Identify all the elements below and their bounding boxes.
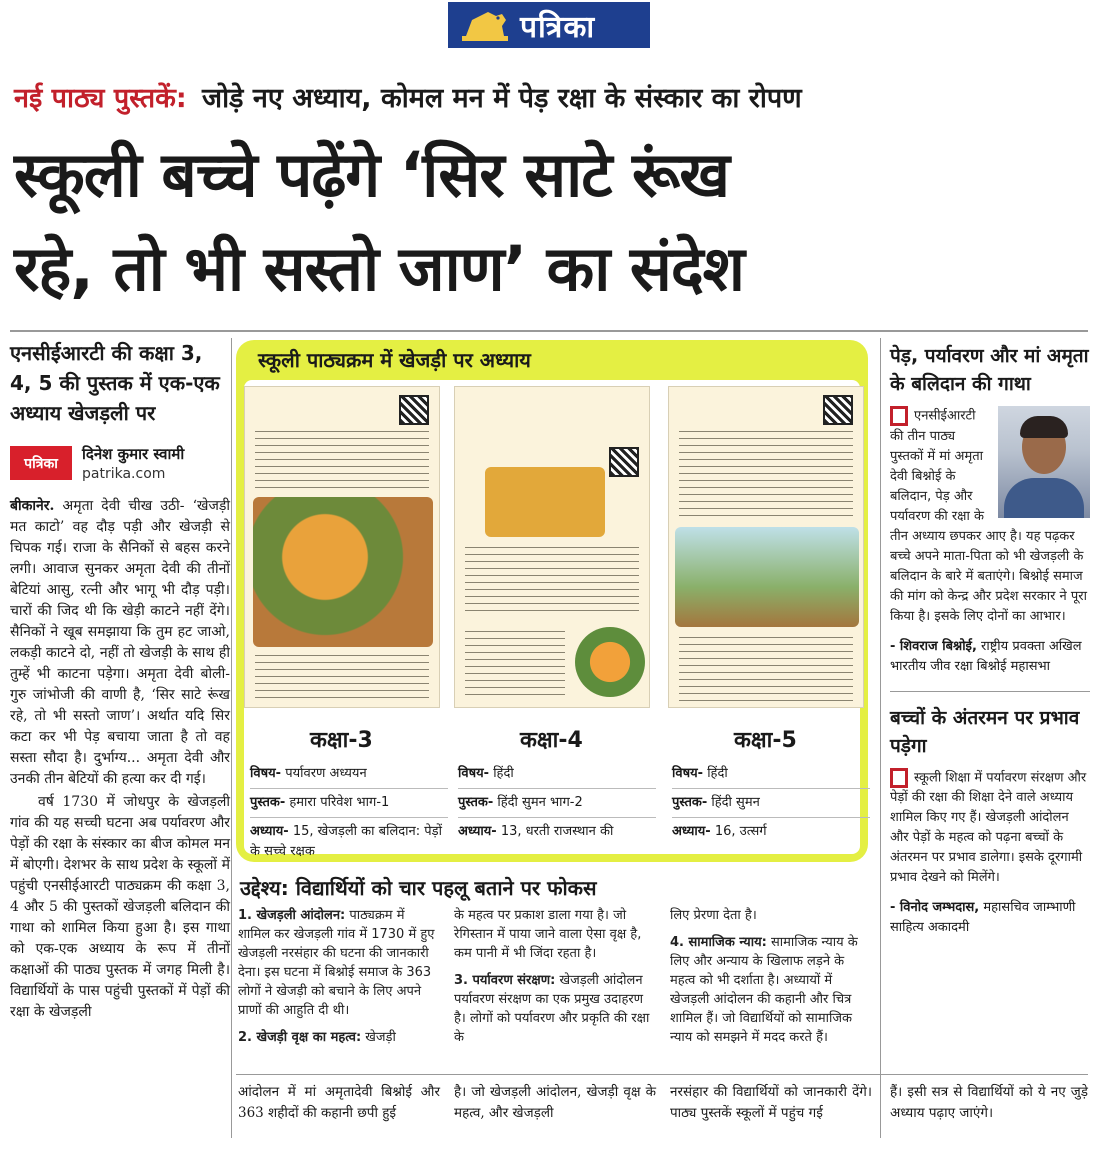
attribution-1: - शिवराज बिश्नोई, राष्ट्रीय प्रवक्ता अखिल भारतीय जीव रक्षा बिश्नोई महासभा [890,638,1082,674]
grade-4-label: कक्षा-4 [520,728,583,753]
masthead-title: पत्रिका [520,9,596,45]
left-body [10,496,230,1023]
author-name: दिनेश कुमार स्वामी [82,445,185,463]
grade-3-label: कक्षा-3 [310,728,373,753]
feature-title: स्कूली पाठ्यक्रम में खेजड़ी पर अध्याय [258,348,531,372]
lion-logo-icon [458,6,512,44]
feature-box [236,340,868,862]
grade-5-label: कक्षा-5 [734,728,797,753]
grade-3-chapter: 15, खेजड़ली का बलिदान: पेड़ों के सच्चे रक्षक [250,824,442,859]
author-site: patrika.com [82,466,166,482]
headline-line-2: रहे, तो भी सस्तो जाण’ का संदेश [14,232,744,305]
textbook-page-grade-4 [454,386,650,708]
headline-line-1: स्कूली बच्चे पढ़ेंगे ‘सिर साटे रूंख [14,138,729,211]
patrika-logo: पत्रिका [10,446,72,480]
grade-3-subject: पर्यावरण अध्ययन [285,766,367,781]
portrait-photo [998,406,1090,518]
grade-5-subject: हिंदी [707,766,728,781]
qr-code-icon [399,395,429,425]
quote-2: स्कूली शिक्षा में पर्यावरण संरक्षण और पेड़ों की रक्षा की शिक्षा देने वाले अध्याय शामिल किए गए हैं। खेजड़ली आंदोलन और पेड़ों के महत्व को पढ़ना बच्चों के अंतरमन पर प्रभाव डालेगा। इसके दूरगामी प्रभाव देखने को मिलेंगे। [890,768,1090,889]
right-column [890,342,1090,938]
grade-3-illustration [253,497,433,647]
bottom-text-4: हैं। इसी सत्र से विद्यार्थियों को ये नए जुड़े अध्याय पढ़ाए जाएंगे। [890,1084,1088,1121]
grade-5-book: हिंदी सुमन [711,795,760,810]
textbook-pages [244,380,860,859]
left-column [10,338,230,1023]
grade-4-subject: हिंदी [493,766,514,781]
tree-illustration [575,627,645,697]
left-column-divider [231,338,232,1138]
grade-4-chapter: 13, धरती राजस्थान की [500,824,614,839]
objectives-column-2: के महत्व पर प्रकाश डाला गया है। जो रेगिस्तान में पाया जाने वाला ऐसा वृक्ष है, कम पानी में भी जिंदा रहता है। 3. पर्यावरण संरक्षण: खेजड़ली आंदोलन पर्यावरण संरक्षण का एक प्रमुख उदाहरण है। लोगों को पर्यावरण और प्रकृति की रक्षा के [454,908,650,1045]
headline-divider [10,330,1088,332]
objectives-column-1: 1. खेजड़ली आंदोलन: पाठ्यक्रम में शामिल कर खेजड़ली गांव में 1730 में हुए खेजड़ली नरसंहार की घटना की जानकारी देना। इस घटना में बिश्नोई समाज के 363 लोगों ने खेजड़ी को बचाने के लिए अपने प्राणों की आहुति दी थी। 2. खेजड़ी वृक्ष का महत्व: खेजड़ी [238,908,435,1045]
byline [10,444,230,482]
kicker-label: नई पाठ्य पुस्तकें: [14,83,187,114]
body-para-1: अमृता देवी चीख उठी- ‘खेजड़ी मत काटो’ वह दौड़ पड़ी और खेजड़ी से चिपक गई। राजा के सैनिकों से बहस करने लगी। आवाज सुनकर अमृता देवी की तीनों बेटियां आसु, रत्नी और भागू भी दौड़ पड़ी। चारों की जिद थी कि खेड़ी काटने नहीं देंगे। सैनिकों ने खूब समझाया कि तुम हट जाओ, लकड़ी काटने दो, नहीं तो खेजड़ी के साथ ही तुम्हें भी काटना पड़ेगा। अमृता देवी बोली- गुरु जांभोजी की वाणी है, ‘सिर साटे रूंख रहे, तो भी सस्तो जाण’। अर्थात यदि सिर कटा कर भी पेड़ बचाया जाता है तो वह सस्ता सौदा है। दुर्भाग्य... अमृता देवी और उनकी तीन बेटियों की हत्या कर दी गई। [10,498,231,787]
grade-4-meta: विषय- हिंदी पुस्तक- हिंदी सुमन भाग-2 अध्याय- 13, धरती राजस्थान की [458,760,656,842]
textbook-page-grade-5 [668,386,864,708]
quote-1: एनसीईआरटी की तीन पाठ्य पुस्तकों में मां अमृता देवी बिश्नोई के बलिदान, पेड़ और पर्यावरण की रक्षा के तीन अध्याय छपकर आए है। यह पढ़कर बच्चे अपने माता-पिता को भी खेजड़ली के बलिदान के बारे में बताएंगे। बिश्नोई समाज की मांग को केन्द्र और प्रदेश सरकार ने पूरा किया है। इसके लिए दोनों का आभार। [890,406,1090,627]
dateline: बीकानेर. [10,498,55,514]
left-subhead: एनसीईआरटी की कक्षा 3, 4, 5 की पुस्तक में एक-एक अध्याय खेजड़ली पर [10,341,220,425]
qr-code-icon [823,395,853,425]
right-head-2: बच्चों के अंतरमन पर प्रभाव पड़ेगा [890,706,1080,757]
grade-4-book: हिंदी सुमन भाग-2 [497,795,583,810]
rajasthan-map-illustration [485,467,605,537]
right-column-divider [880,338,881,1138]
bottom-text-2: है। जो खेजड़ली आंदोलन, खेजड़ी वृक्ष के महत्व, और खेजड़ली [454,1084,656,1121]
bottom-divider [236,1074,1088,1075]
quote-mark-icon [890,768,908,788]
grade-5-illustration [675,527,859,627]
quote-mark-icon [890,406,908,426]
kicker-subhead: जोड़े नए अध्याय, कोमल मन में पेड़ रक्षा के संस्कार का रोपण [202,83,802,114]
grade-5-meta: विषय- हिंदी पुस्तक- हिंदी सुमन अध्याय- 16, उत्सर्ग [672,760,870,842]
grade-5-chapter: 16, उत्सर्ग [714,824,767,839]
objectives-column-3: लिए प्रेरणा देता है। 4. सामाजिक न्याय: सामाजिक न्याय के लिए और अन्याय के खिलाफ लड़ने के महत्व को भी दर्शाता है। अध्यायों में खेजड़ली आंदोलन की कहानी और चित्र शामिल हैं। जो विद्यार्थियों को सामाजिक न्याय को समझने में मदद करते हैं। [670,908,858,1045]
masthead [448,2,650,48]
right-head-1: पेड़, पर्यावरण और मां अमृता के बलिदान की गाथा [890,345,1089,395]
qr-code-icon [609,447,639,477]
objectives-title: उद्देश्य: विद्यार्थियों को चार पहलू बताने पर फोकस [240,876,597,900]
bottom-text-3: नरसंहार की विद्यार्थियों को जानकारी देंगे। पाठ्य पुस्तकें स्कूलों में पहुंच गई [670,1084,872,1121]
attribution-2: - विनोद जम्भदास, महासचिव जाम्भाणी साहित्य अकादमी [890,900,1076,935]
textbook-page-grade-3 [244,386,440,708]
grade-3-meta: विषय- पर्यावरण अध्ययन पुस्तक- हमारा परिवेश भाग-1 अध्याय- 15, खेजड़ली का बलिदान: पेड़ों के सच्चे रक्षक [250,760,448,862]
body-para-2: वर्ष 1730 में जोधपुर के खेजड़ली गांव की यह सच्ची घटना अब पर्यावरण और पेड़ों की रक्षा के संस्कार का बीज कोमल मन में बोएगी। देशभर के साथ प्रदेश के स्कूलों में पहुंची एनसीईआरटी पाठ्यक्रम की कक्षा 3, 4 और 5 की पुस्तकों खेजड़ली बलिदान की गाथा को शामिल किया हुआ है। इस गाथा को एक-एक अध्याय के रूप में तीनों कक्षाओं की पाठ्य पुस्तक में जगह मिली है। विद्यार्थियों के पास पहुंची पुस्तकों में पेड़ों की रक्षा के खेजड़ली [10,794,230,1020]
grade-3-book: हमारा परिवेश भाग-1 [289,795,390,810]
bottom-text-1: आंदोलन में मां अमृतादेवी बिश्नोई और 363 शहीदों की कहानी छपी हुई [238,1084,440,1121]
kicker-row [14,78,1084,118]
